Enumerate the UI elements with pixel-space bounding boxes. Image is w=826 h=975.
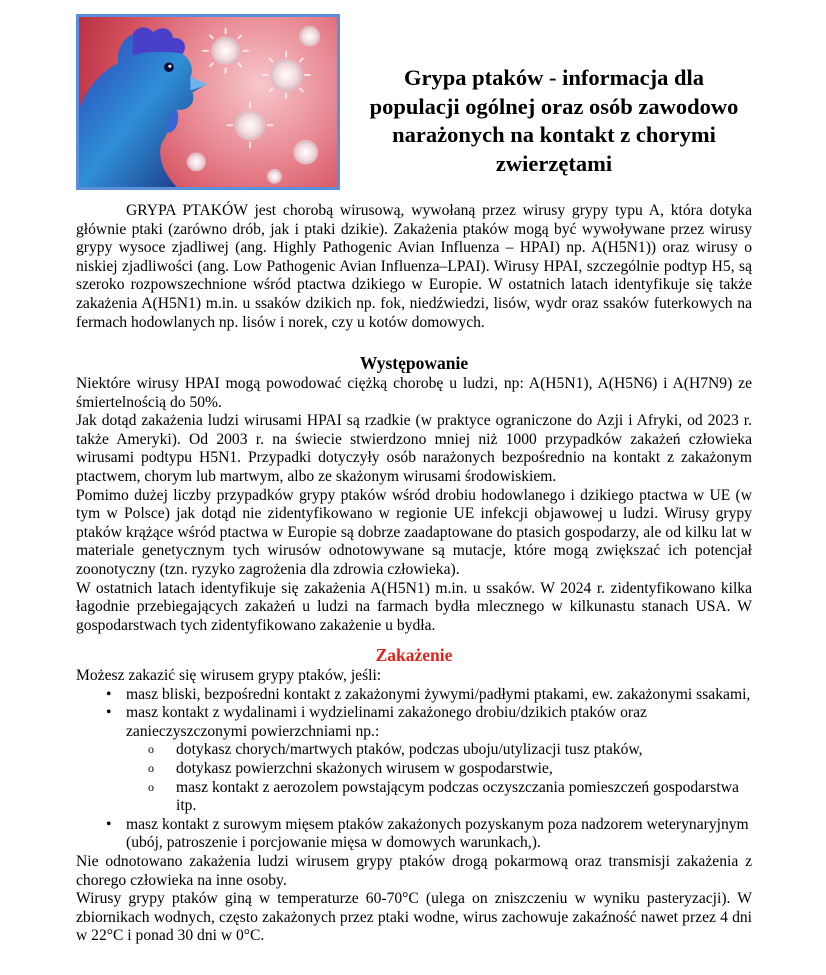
sub-bullet-item: o masz kontakt z aerozolem powstającym podczas oczyszczania pomieszczeń gospodarstwa itp.	[126, 779, 752, 816]
intro-paragraph: GRYPA PTAKÓW jest chorobą wirusową, wywołaną przez wirusy grypy typu A, która dotyka głównie ptaki (zarówno drób, jak i ptaki dzikie). Zakażenia ptaków mogą być wywoływane przez wirusy grypy wysoce zjadliwej (ang. Highly Pathogenic Avian Influenza – HPAI) np. A(H5N1)) oraz wirusy o niskiej zjadliwości (ang. Low Pathogenic Avian Influenza–LPAI). Wirusy HPAI, szczególnie podtyp H5, są szeroko rozpowszechnione wśród ptactwa dzikiego w Europie. W ostatnich latach identyfikuje się także zakażenia A(H5N1) m.in. u ssaków dzikich np. fok, niedźwiedzi, lisów, wydr oraz ssaków futerkowych na fermach hodowlanych np. lisów i norek, czy u kotów domowych.	[76, 202, 752, 331]
infection-section	[76, 667, 752, 946]
occurrence-paragraph: Pomimo dużej liczby przypadków grypy ptaków wśród drobiu hodowlanego i dzikiego ptactwa w UE (w tym w Polsce) jak dotąd nie zidentyfikowano w regionie UE infekcji objawowej u ludzi. Wirusy grypy ptaków krążące wśród ptactwa w Europie są dobrze zaadaptowane do ptasich gospodarzy, ale od kilku lat w materiale genetycznym tych wirusów odnotowywane są mutacje, które mogą zwiększać ich potencjał zoonotyczny (tzn. ryzyko zagrożenia dla zdrowia człowieka).	[76, 486, 752, 578]
bullet-item: • masz bliski, bezpośredni kontakt z zakażonymi żywymi/padłymi ptakami, ew. zakażonymi ssakami,	[76, 686, 752, 705]
sub-bullet-list	[126, 741, 752, 815]
sub-bullet-item: o dotykasz powierzchni skażonych wirusem w gospodarstwie,	[126, 760, 752, 779]
infection-paragraph: Nie odnotowano zakażenia ludzi wirusem grypy ptaków drogą pokarmową oraz transmisji zakażenia z chorego człowieka na inne osoby.	[76, 852, 752, 889]
intro-section	[76, 202, 752, 332]
infection-paragraph: Wirusy grypy ptaków giną w temperaturze 60-70°C (ulega on zniszczeniu w wyniku pasteryzacji). W zbiornikach wodnych, często zakażonych przez ptaki wodne, wirus zachowuje zakaźność nawet przez 4 dni w 22°C i ponad 30 dni w 0°C.	[76, 890, 752, 945]
occurrence-paragraph: W ostatnich latach identyfikuje się zakażenia A(H5N1) m.in. u ssaków. W 2024 r. zidentyfikowano kilka łagodnie przebiegających zakażeń u ludzi na farmach bydła mlecznego w kilkunastu stanach USA. W gospodarstwach tych zidentyfikowano zakażenie u bydła.	[76, 579, 752, 634]
section-heading-occurrence: Występowanie	[359, 353, 469, 373]
sub-bullet-item: o dotykasz chorych/martwych ptaków, podczas uboju/utylizacji tusz ptaków,	[126, 741, 752, 760]
rooster-virus-illustration	[76, 14, 340, 190]
bullet-item: • masz kontakt z wydalinami i wydzielinami zakażonego drobiu/dzikich ptaków oraz zanieczyszczonymi powierzchniami np.: o dotykasz chorych/martwych ptaków, podczas uboju/utylizacji tusz ptaków, o dotykasz powierzchni skażonych wirusem w gospodarstwie, o masz kontakt z aerozolem powstającym podczas oczyszczania pomieszczeń gospodarstwa itp.	[76, 704, 752, 816]
occurrence-paragraph: Niektóre wirusy HPAI mogą powodować ciężką chorobę u ludzi, np: A(H5N1), A(H5N6) i A(H7N9) ze śmiertelnością do 50%.	[76, 375, 752, 411]
document-title: Grypa ptaków - informacja dla populacji ogólnej oraz osób zawodowo narażonych na kontakt z chorymi zwierzętami	[369, 65, 739, 176]
bullet-item: • masz kontakt z surowym mięsem ptaków zakażonych pozyskanym poza nadzorem weterynaryjnym (ubój, patroszenie i porcjowanie mięsa w domowych warunkach,).	[76, 816, 752, 853]
occurrence-paragraph: Jak dotąd zakażenia ludzi wirusami HPAI są rzadkie (w praktyce ograniczone do Azji i Afryki, od 2023 r. także Ameryki). Od 2003 r. na świecie stwierdzono mniej niż 1000 przypadków zakażeń człowieka wirusami podtypu H5N1. Przypadki dotyczyły osób narażonych bezpośrednio na kontakt z zakażonym ptactwem, chorym lub martwym, albo ze skażonym wirusami środowiskiem.	[76, 412, 752, 485]
section-heading-infection: Zakażenie	[375, 645, 453, 665]
infection-lead: Możesz zakazić się wirusem grypy ptaków, jeśli:	[76, 667, 382, 684]
occurrence-section	[76, 375, 752, 635]
infection-bullet-list	[76, 686, 752, 853]
rooster-virus-image	[79, 17, 337, 187]
